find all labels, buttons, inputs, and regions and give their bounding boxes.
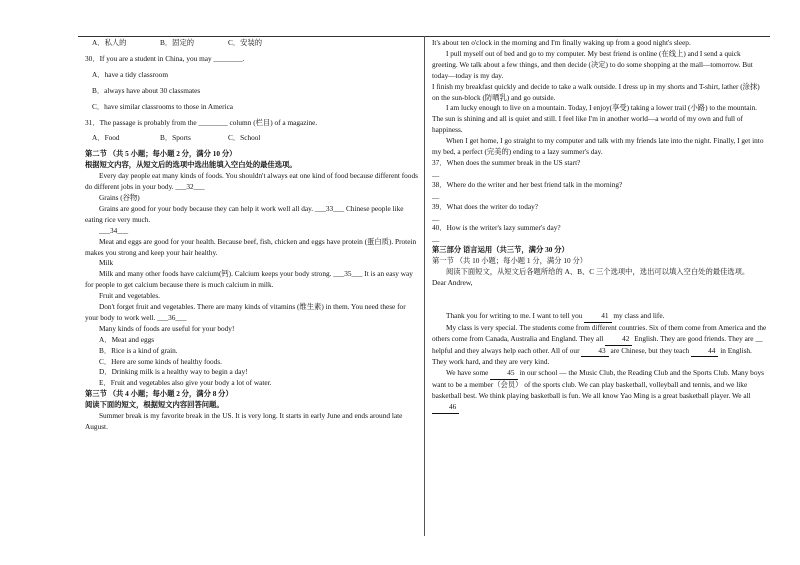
section3-instructions: 阅读下面的短文，根据短文内容回答问题。 [85,400,224,410]
question-39: 39．What does the writer do today? [432,201,538,211]
letter-paragraph-3: We have some 45 in our school — the Music Club, the Reading Club and the Sports Club. Many boys want to be a member（会员） of the sports club. We can play basketball, volleyball and tennis, and we like basketball best. We think playing basketball is fun. We all know Yao Ming is a great basketball player. We all 46 [432,368,768,414]
reading-paragraph-2: I pull myself out of bed and go to my computer. My best friend is online (在线上) and I send a quick greeting. We talk about a few things, and then decide (决定) to do some shopping at the mall—tomorrow. But today—today is my day. [432,48,753,80]
option-c: C．Here are some kinds of healthy foods. [99,356,223,366]
q30-stem: 30．If you are a student in China, you may ________. [85,53,245,63]
section2-title: 第二节 （共 5 小题；每小题 2 分，满分 10 分） [85,149,237,159]
blank-41[interactable]: 41 [584,311,611,323]
blank-42[interactable]: 42 [605,334,632,346]
question-38: 38．Where do the writer and her best friend talk in the morning? [432,179,623,189]
section1-title: 第一节 （共 10 小题；每小题 1 分，满分 10 分） [432,256,588,266]
option-a: A．Food [92,133,120,143]
question-37: 37．When does the summer break in the US start? [432,157,581,167]
letter-line-1: Thank you for writing to me. I want to tell you 41 my class and life. [432,311,768,323]
option-c: C．School [228,133,261,143]
option-b: B．Sports [160,133,191,143]
section2-instructions: 根据短文内容，从短文后的选项中选出能填入空白处的最佳选项。 [85,160,297,170]
answer-line-38[interactable]: __ [432,190,440,200]
question-40: 40．How is the writer's lazy summer's day? [432,223,561,233]
blank-45[interactable]: 45 [490,368,517,380]
salutation: Dear Andrew, [432,277,473,287]
milk-heading: Milk [99,258,114,268]
paragraph-1: Every day people eat many kinds of foods. You shouldn't always eat one kind of food because different foods do different jobs in your body. ___32___ [85,171,418,192]
option-b: B．固定的 [160,38,195,47]
option-a: A．私人的 [92,38,127,47]
answer-line-39[interactable]: __ [432,212,440,222]
grains-heading: Grains (谷物) [99,192,140,202]
option-c: C．安装的 [228,38,263,47]
left-column [85,38,418,433]
option-b: B．Rice is a kind of grain. [99,345,178,355]
option-d: D．Drinking milk is a healthy way to begin a day! [99,367,248,377]
option-e: E．Fruit and vegetables also give your body a lot of water. [99,378,272,388]
part3-title: 第三部分 语言运用（共三节，满分 30 分） [432,245,569,255]
answer-line-37[interactable]: __ [432,168,440,178]
column-divider [424,36,425,536]
q29-options [85,38,418,49]
q30-option-a: A．have a tidy classroom [92,69,168,79]
paragraph-3: Meat and eggs are good for your health. Because beef, fish, chicken and eggs have protein (蛋白质). Protein makes you strong and keep your hair healthy. [85,236,417,257]
reading-paragraph-1: It's about ten o'clock in the morning and I'm finally waking up from a good night's sleep. [432,38,691,47]
answer-line-40[interactable]: __ [432,234,440,244]
blank-43[interactable]: 43 [581,346,608,358]
section1-instructions: 阅读下面短文，从短文后各题所给的 A、B、C 三个选项中，选出可以填入空白处的最佳选项。 [446,267,750,277]
paragraph-2: Grains are good for your body because they can help it work well all day. ___33___ Chinese people like eating rice very much. [85,203,404,224]
section3-title: 第三节 （共 4 小题；每小题 2 分，满分 8 分） [85,389,233,399]
q31-stem: 31．The passage is probably from the ________ column (栏目) of a magazine. [85,117,318,127]
blank-44[interactable]: 44 [691,346,718,358]
blank-46[interactable]: 46 [432,402,459,414]
paragraph-6: Many kinds of foods are useful for your body! [99,323,235,333]
reading-paragraph-4: I am lucky enough to live on a mountain. Today, I enjoy(享受) taking a lower trail (小路) to the mountain. The sun is shining and all is quiet and still. I feel like I'm in another world—a world of my own and full of happiness. [432,103,757,135]
paragraph-7: Summer break is my favorite break in the US. It is very long. It starts in early June and ends around late August. [85,411,403,431]
reading-paragraph-3: I finish my breakfast quickly and decide to take a walk outside. I dress up in my shorts and T-shirt, lather (涂抹) on the sun-block (防晒乳) and go outside. [432,81,760,102]
option-a: A．Meat and eggs [99,334,155,344]
blank-34: ___34___ [99,225,129,235]
paragraph-4: Milk and many other foods have calcium(钙). Calcium keeps your body strong. ___35___ It is an easy way for people to get calcium because there is much calcium in milk. [85,269,413,290]
q31-options [85,133,418,144]
q30-option-b: B．always have about 30 classmates [92,85,201,95]
fruit-heading: Fruit and vegetables. [99,291,160,301]
paragraph-5: Don't forget fruit and vegetables. There are many kinds of vitamins (维生素) in them. You need these for your body to work well. ___36___ [85,302,406,322]
reading-paragraph-5: When I get home, I go straight to my computer and talk with my friends late into the night. Finally, I get into my bed, a perfect (完美的) ending to a lazy summer's day. [432,136,764,157]
letter-paragraph-2: My class is very special. The students come from different countries. Six of them come from America and the others come from Canada, Australia and England. They all 42 English. They are good friends. They are __ helpful and they always help each other. All of our 43 are Chinese, but they teach 44 in English. They work hard, and they are very kind. [432,322,767,367]
right-column [432,38,768,414]
q30-option-c: C．have similar classrooms to those in America [92,101,234,111]
